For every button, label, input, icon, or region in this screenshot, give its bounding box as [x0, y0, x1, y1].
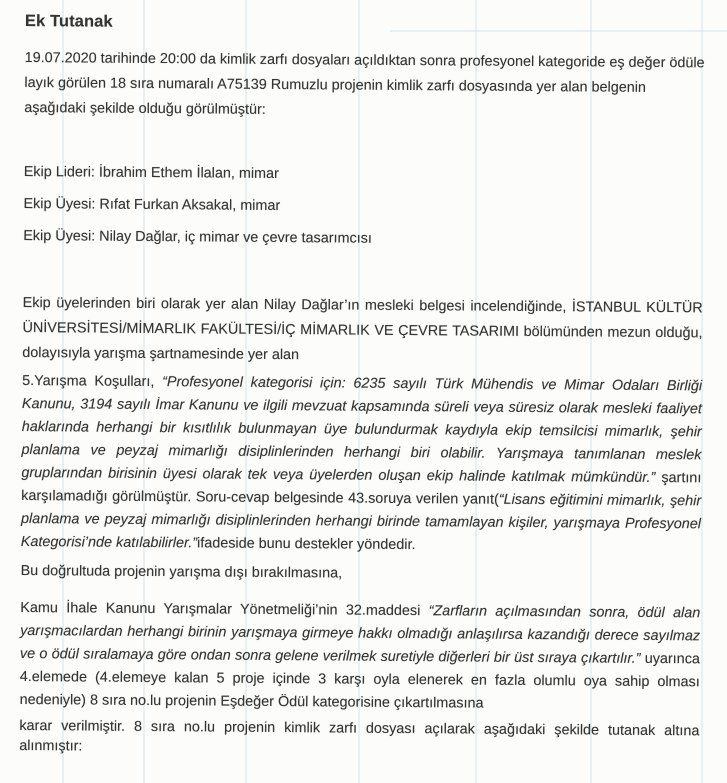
regulation-lead-text: Kamu İhale Kanunu Yarışmalar Yönetmeliği’nin 32.maddesi [20, 599, 429, 620]
paragraph-closing-statement: karar verilmiştir. 8 sıra no.lu projenin kimlik zarfı dosyası açılarak aşağıdaki şekilde tutanak altına alınmıştır: [19, 717, 700, 755]
document-content [19, 12, 705, 761]
conditions-mid-text: şartını karşılamadığı görülmüştür. Soru-cevap belgesinde 43.soruya verilen yanıt( [21, 469, 702, 508]
paragraph-intro: 19.07.2020 tarihinde 20:00 da kimlik zarfı dosyaları açıldıktan sonra profesyonel kategoride eş değer ödüle layık görülen 18 sıra numaralı A75139 Rumuzlu projenin kimlik zarfı dosyasında yer alan belgenin aşağıdaki şekilde olduğu görülmüştür: [24, 49, 705, 118]
regulation-tail-text: uyarınca 4.elemede (4.elemeye kalan 5 proje içinde 3 karşı oyla elenerek en fazla olumlu oya sahip olması nedeniyle) 8 sıra no.lu projenin Eşdeğer Ödül kategorisine çıkartılmasına [19, 650, 700, 712]
regulation-quote-article: “Zarfların açılmasından sonra, ödül alan yarışmacılardan herhangi birinin yarışmaya girmeye hakkı olmadığı anlaşılırsa kazandığı derece sayılmaz ve o ödül sıralamaya göre ondan sonra gelene verilmek suretiyle diğerleri bir üst sıraya çıkartılır.” [19, 603, 701, 667]
team-member-line-1: Ekip Üyesi: Rıfat Furkan Aksakal, mimar [23, 195, 281, 215]
paragraph-competition-conditions [21, 370, 702, 559]
conditions-quote-qa-answer: “Lisans eğitimini mimarlık, şehir planlama ve peyzaj mimarlığı disiplinlerinden herhangi birinde tamamlayan kişiler, yarışmaya Profesyonel Kategorisi’nde katılabilirler.” [20, 491, 702, 552]
team-leader-line: Ekip Lideri: İbrahim Ethem İlalan, mimar [23, 163, 279, 182]
paragraph-disqualification-decision: Bu doğrultuda projenin yarışma dışı bırakılmasına, [20, 562, 343, 582]
paragraph-regulation-article-32 [20, 597, 701, 717]
conditions-lead-text: 5.Yarışma Koşulları, [22, 372, 163, 391]
team-member-line-2: Ekip Üyesi: Nilay Dağlar, iç mimar ve çevre tasarımcısı [23, 227, 372, 247]
paragraph-credential-review: Ekip üyelerinden biri olarak yer alan Nilay Dağlar’ın mesleki belgesi incelendiğinde, İSTANBUL KÜLTÜR ÜNİVERSİTESİ/MİMARLIK FAKÜLTESİ/İÇ MİMARLIK VE ÇEVRE TASARIMI bölümünden mezun olduğu, dolayısıyla yarışma şartnamesinde yer alan [22, 294, 703, 364]
conditions-quote-professional-category: “Profesyonel kategorisi için: 6235 sayılı Türk Mühendis ve Mimar Odaları Birliği Kanunu, 3194 sayılı İmar Kanunu ve ilgili mevzuat kapsamında süreli veya süresiz olarak mesleki faaliyet haklarında herhangi bir kısıtlılık bulunmayan üye bulundurmak kaydıyla ekip temsilcisi mimarlık, şehir planlama ve peyzaj mimarlığı disiplinlerinden herhangi biri olabilir. Yarışmaya tanımlanan meslek gruplarından birisinin üyesi olarak tek veya üyelerden oluşan ekip halinde katılmak mümkündür.” [21, 374, 703, 486]
conditions-tail-text: ifadeside bunu destekler yöndedir. [197, 535, 416, 554]
document-title: Ek Tutanak [24, 12, 113, 31]
